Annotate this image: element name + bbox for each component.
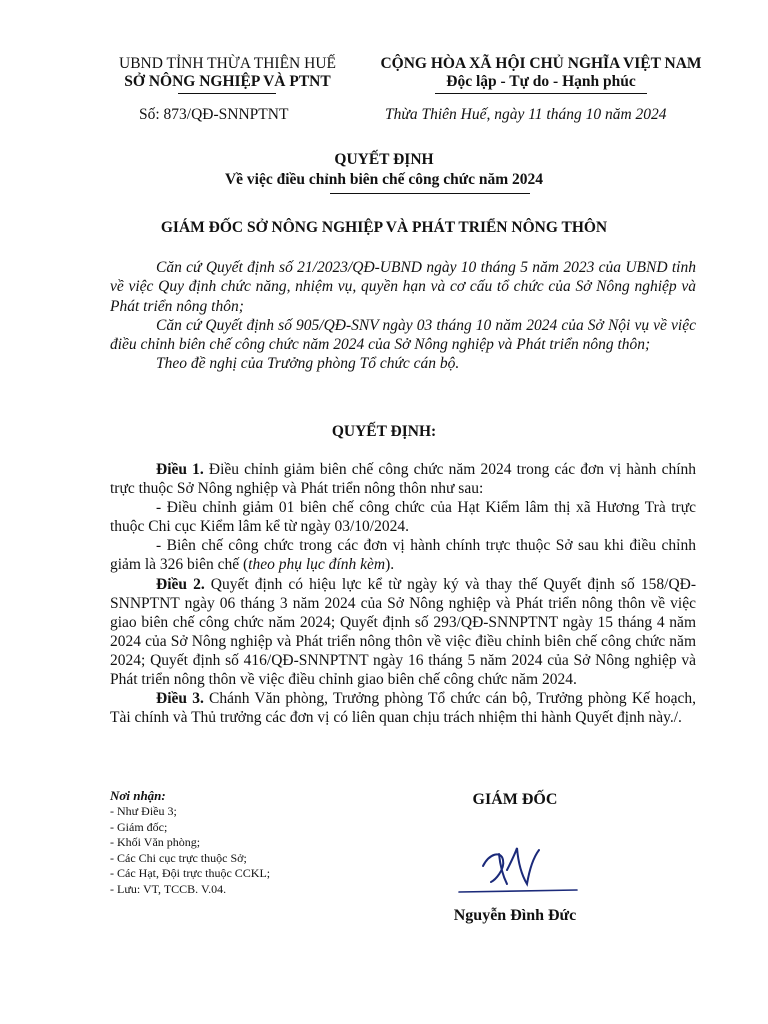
document-type: QUYẾT ĐỊNH bbox=[334, 151, 434, 168]
issuing-authority: GIÁM ĐỐC SỞ NÔNG NGHIỆP VÀ PHÁT TRIỂN NÔNG THÔN bbox=[160, 219, 608, 236]
article-1 bbox=[110, 460, 696, 498]
article-2-text: Quyết định có hiệu lực kể từ ngày ký và thay thế Quyết định số 158/QĐ-SNNPTNT ngày 06 tháng 3 năm 2024 của Sở Nông nghiệp và Phát triển nông thôn về việc giao biên chế công chức năm 2024; Quyết định số 293/QĐ-SNNPTNT ngày 15 tháng 4 năm 2024 của Sở Nông nghiệp và Phát triển nông thôn về việc điều chỉnh biên chế công chức năm 2024; Quyết định số 416/QĐ-SNNPTNT ngày 16 tháng 5 năm 2024 của Sở Nông nghiệp và Phát triển nông thôn về việc điều chỉnh giao biên chế công chức năm 2024. bbox=[110, 575, 696, 689]
document-title bbox=[0, 150, 768, 190]
title-underline bbox=[330, 193, 530, 194]
recipient-item: - Khối Văn phòng; bbox=[110, 835, 201, 849]
article-3 bbox=[110, 689, 696, 727]
agency-line-1: UBND TỈNH THỪA THIÊN HUẾ bbox=[119, 55, 336, 72]
motto-underline bbox=[435, 93, 647, 94]
article-1-item: - Điều chỉnh giảm 01 biên chế công chức của Hạt Kiểm lâm thị xã Hương Trà trực thuộc Chi cục Kiểm lâm kể từ ngày 03/10/2024. bbox=[110, 499, 696, 536]
recipient-item: - Lưu: VT, TCCB. V.04. bbox=[110, 881, 227, 896]
signature-mark bbox=[455, 840, 585, 900]
basis-paragraph: Căn cứ Quyết định số 905/QĐ-SNV ngày 03 tháng 10 năm 2024 của Sở Nội vụ về việc điều chỉnh biên chế công chức năm 2024 của Sở Nông nghiệp và Phát triển nông thôn; bbox=[110, 316, 696, 354]
article-1-text: Điều chỉnh giảm biên chế công chức năm 2024 trong các đơn vị hành chính trực thuộc Sở Nông nghiệp và Phát triển nông thôn như sau: bbox=[110, 461, 697, 498]
articles bbox=[110, 460, 696, 727]
issuing-agency bbox=[100, 55, 355, 91]
recipients-title: Nơi nhận: bbox=[110, 788, 166, 803]
basis-paragraph: Căn cứ Quyết định số 21/2023/QĐ-UBND ngày 10 tháng 5 năm 2023 của UBND tỉnh về việc Quy định chức năng, nhiệm vụ, quyền hạn và cơ cấu tổ chức của Sở Nông nghiệp và Phát triển nông thôn; bbox=[110, 259, 696, 315]
basis-paragraph: Theo đề nghị của Trưởng phòng Tổ chức cán bộ. bbox=[156, 355, 460, 373]
decision-heading: QUYẾT ĐỊNH: bbox=[331, 423, 437, 440]
recipient-item: - Các Chi cục trực thuộc Sở; bbox=[110, 850, 247, 865]
recipients-list bbox=[110, 788, 410, 897]
national-motto: Độc lập - Tự do - Hạnh phúc bbox=[446, 73, 636, 90]
article-1-item-text: - Biên chế công chức trong các đơn vị hành chính trực thuộc Sở sau khi điều chỉnh giảm là 326 biên chế ( bbox=[110, 537, 696, 574]
place-and-date: Thừa Thiên Huế, ngày 11 tháng 10 năm 2024 bbox=[385, 106, 667, 123]
agency-underline bbox=[178, 93, 276, 94]
article-3-label: Điều 3. bbox=[156, 690, 204, 708]
recipient-item: - Giám đốc; bbox=[110, 819, 168, 834]
recipient-item: - Như Điều 3; bbox=[110, 804, 177, 818]
recipient-item: - Các Hạt, Đội trực thuộc CCKL; bbox=[110, 866, 271, 880]
article-2-label: Điều 2. bbox=[156, 575, 205, 593]
document-subject: Về việc điều chỉnh biên chế công chức năm 2024 bbox=[224, 171, 543, 188]
article-2 bbox=[110, 575, 696, 690]
country-name: CỘNG HÒA XÃ HỘI CHỦ NGHĨA VIỆT NAM bbox=[380, 55, 702, 72]
article-3-text: Chánh Văn phòng, Trưởng phòng Tổ chức cán bộ, Trưởng phòng Kế hoạch, Tài chính và Thủ trưởng các đơn vị có liên quan chịu trách nhiệm thi hành Quyết định này./. bbox=[110, 690, 696, 727]
handwritten-signature bbox=[455, 840, 585, 900]
article-1-label: Điều 1. bbox=[156, 461, 204, 478]
agency-line-2: SỞ NÔNG NGHIỆP VÀ PTNT bbox=[124, 73, 331, 90]
legal-basis bbox=[110, 258, 696, 374]
article-1-item-end: ). bbox=[385, 556, 395, 574]
appendix-note: theo phụ lục đính kèm bbox=[248, 556, 386, 574]
national-header bbox=[355, 55, 727, 91]
document-number: Số: 873/QĐ-SNNPTNT bbox=[139, 106, 289, 123]
signer-position: GIÁM ĐỐC bbox=[472, 791, 558, 808]
article-1-item bbox=[110, 536, 696, 574]
signer-name: Nguyễn Đình Đức bbox=[453, 907, 577, 924]
